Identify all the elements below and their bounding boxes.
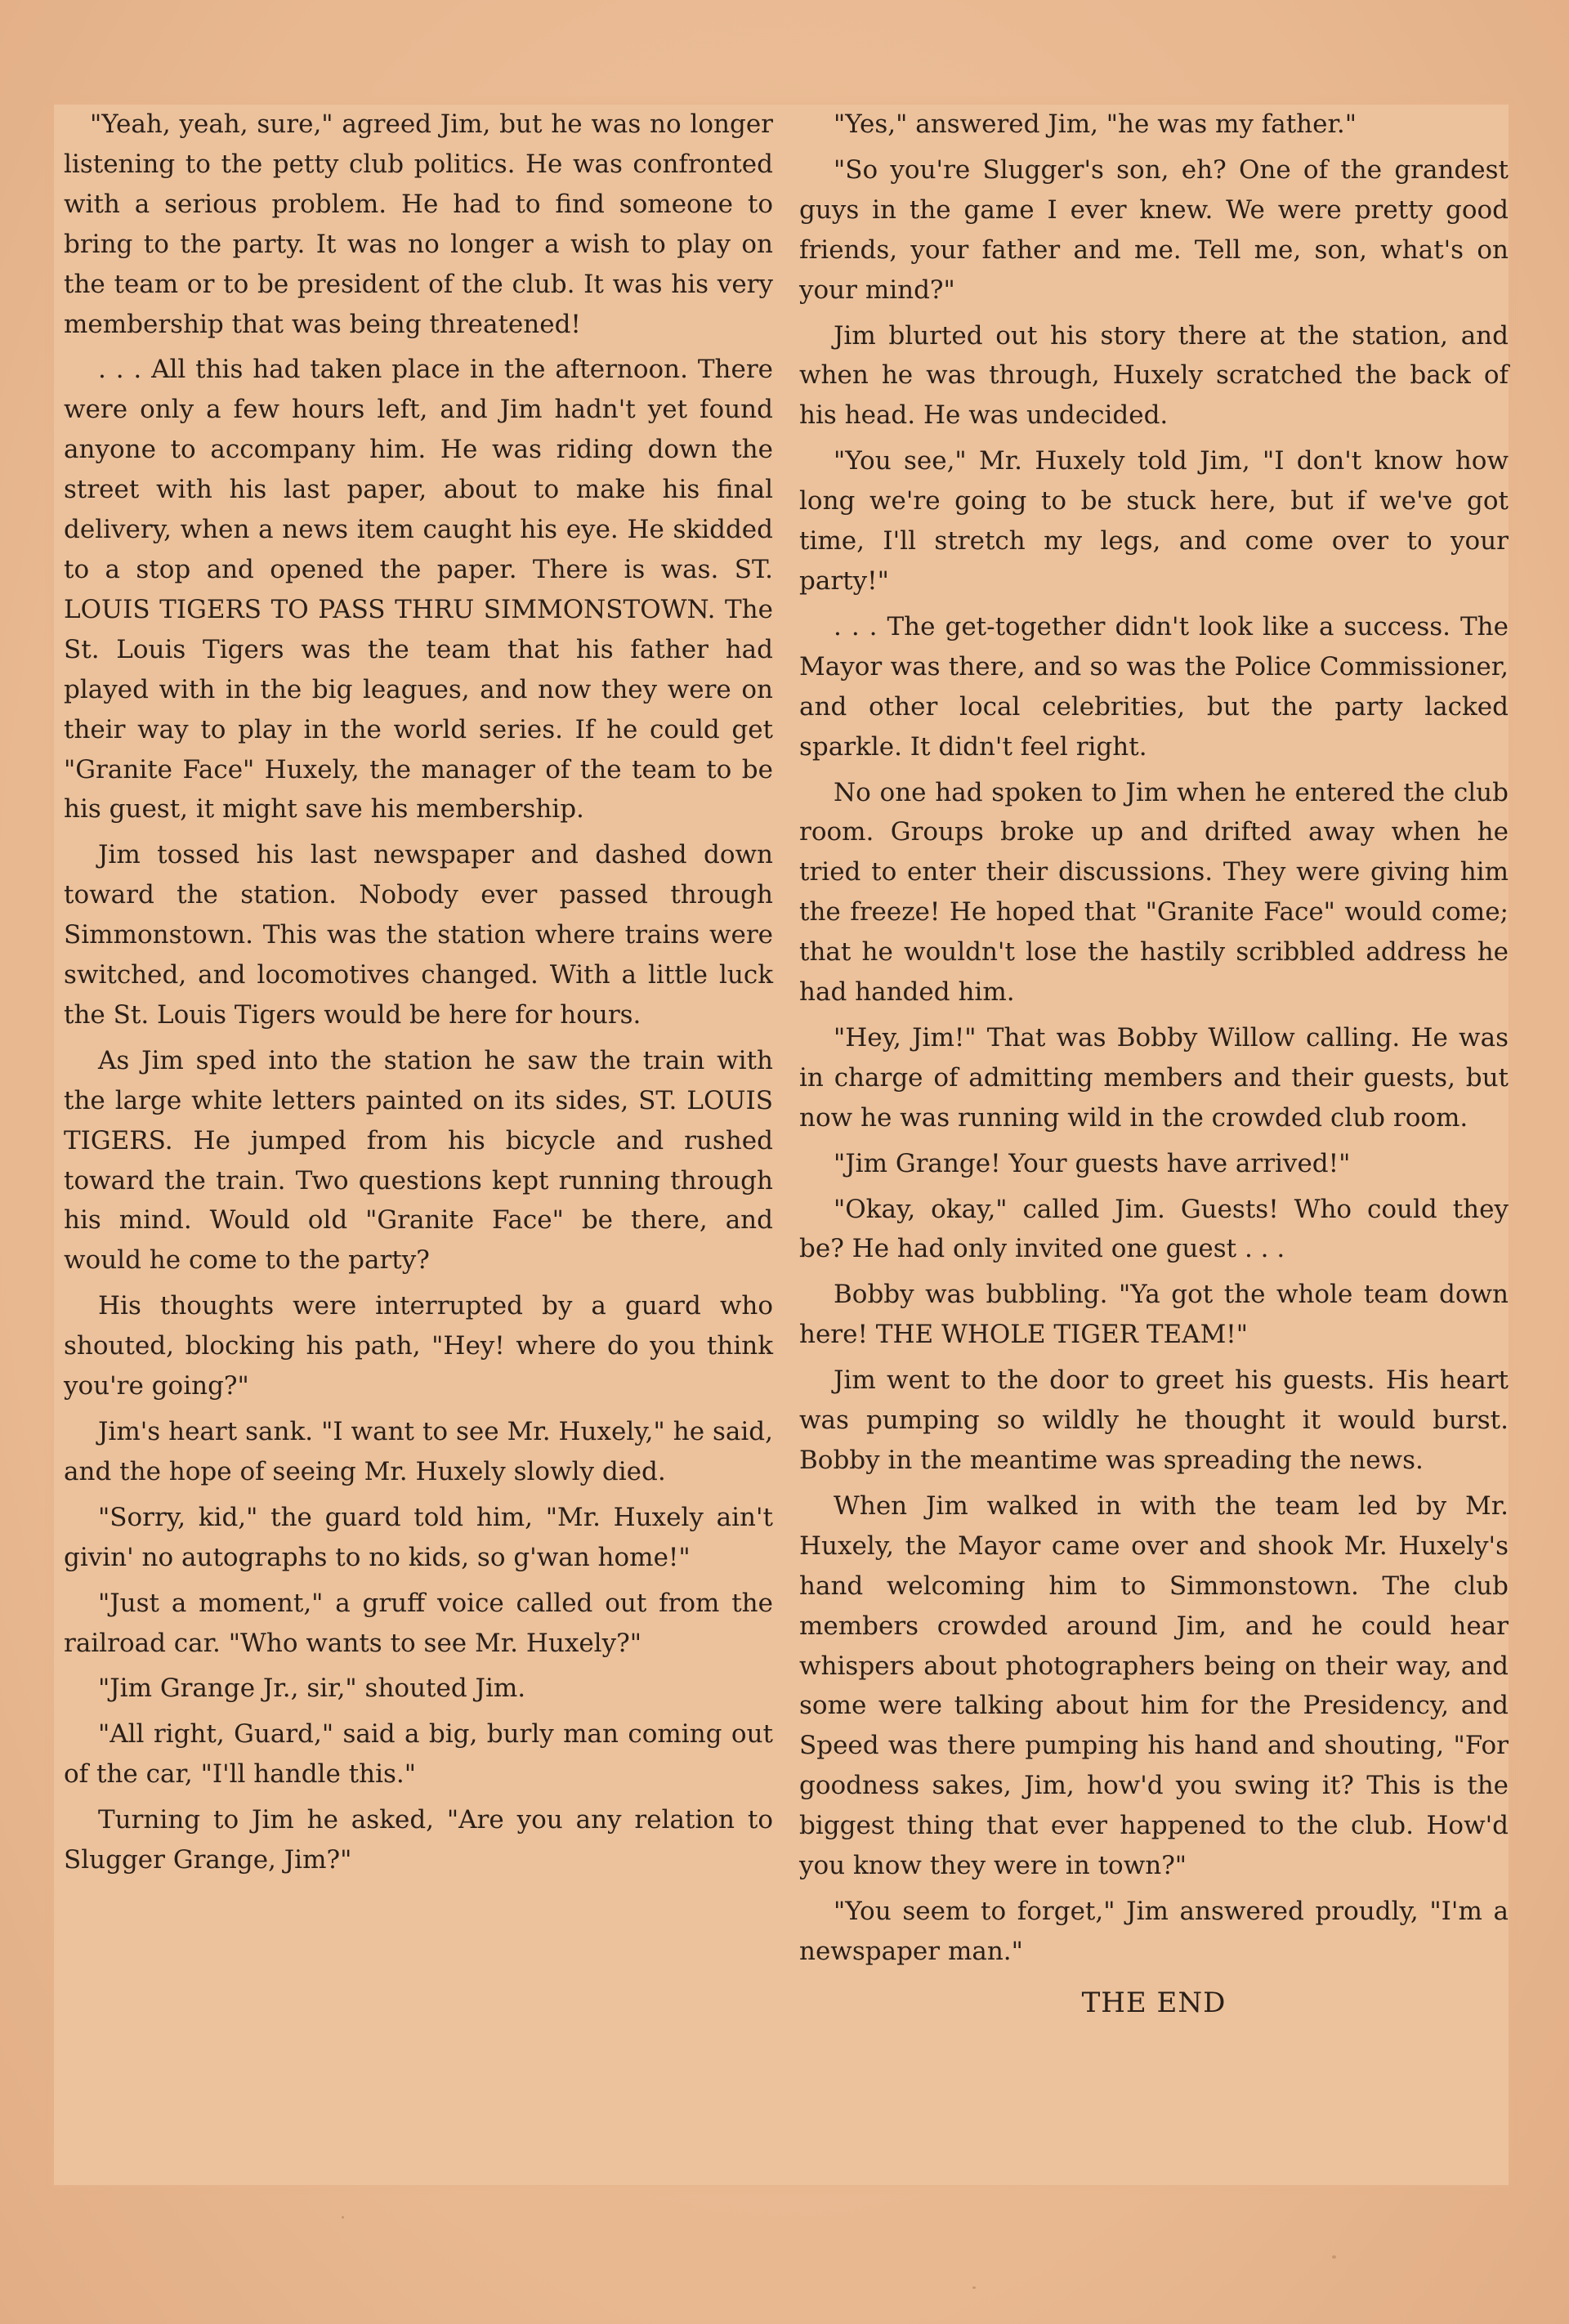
left-column [64,105,773,1886]
paragraph: "You seem to forget," Jim answered proudly, "I'm a newspaper man." [799,1896,1509,1966]
paragraph: Turning to Jim he asked, "Are you any relation to Slugger Grange, Jim?" [64,1805,773,1875]
paragraph: "Yes," answered Jim, "he was my father." [834,109,1357,139]
paragraph: As Jim sped into the station he saw the train with the large white letters painted on its sides, ST. LOUIS TIGERS. He jumped from his bicycle and rushed toward the train. Two questions kept running through his mind. Would old "Granite Face" be there, and would he come to the party? [64,1045,773,1276]
paragraph: Jim tossed his last newspaper and dashed down toward the station. Nobody ever passed through Simmonstown. This was the station where trains were switched, and locomotives changed. With a little luck the St. Louis Tigers would be here for hours. [64,840,773,1030]
paragraph: "All right, Guard," said a big, burly man coming out of the car, "I'll handle this." [64,1719,773,1790]
paragraph: "You see," Mr. Huxely told Jim, "I don't know how long we're going to be stuck here, but if we've got time, I'll stretch my legs, and come over to your party!" [799,446,1509,596]
paragraph: No one had spoken to Jim when he entered the club room. Groups broke up and drifted away when he tried to enter their discussions. They were giving him the freeze! He hoped that "Granite Face" would come; that he wouldn't lose the hastily scribbled address he had handed him. [799,777,1509,1008]
paragraph: . . . All this had taken place in the afternoon. There were only a few hours left, and Jim hadn't yet found anyone to accompany him. He was riding down the street with his last paper, about to make his final delivery, when a news item caught his eye. He skidded to a stop and opened the paper. There is was. ST. LOUIS TIGERS TO PASS THRU SIMMONSTOWN. The St. Louis Tigers was the team that his father had played with in the big leagues, and now they were on their way to play in the world series. If he could get "Granite Face" Huxely, the manager of the team to be his guest, it might save his membership. [64,355,773,825]
paragraph: Bobby was bubbling. "Ya got the whole team down here! THE WHOLE TIGER TEAM!" [799,1280,1509,1350]
paragraph: When Jim walked in with the team led by Mr. Huxely, the Mayor came over and shook Mr. Huxely's hand welcoming him to Simmonstown. The club members crowded around Jim, and he could hear whispers about photographers being on their way, and some were talking about him for the Presidency, and Speed was there pumping his hand and shouting, "For goodness sakes, Jim, how'd you swing it? This is the biggest thing that ever happened to the club. How'd you know they were in town?" [799,1490,1509,1881]
paper-speck [1332,2255,1336,2259]
paragraph: "Yeah, yeah, sure," agreed Jim, but he was no longer listening to the petty club politics. He was confronted with a serious problem. He had to find someone to bring to the party. It was no longer a wish to play on the team or to be president of the club. It was his very membership that was being threatened! [64,109,773,339]
paragraph: Jim blurted out his story there at the station, and when he was through, Huxely scratched the back of his head. He was undecided. [799,320,1509,431]
paper-speck [342,2216,344,2219]
paragraph: Jim went to the door to greet his guests. His heart was pumping so wildly he thought it would burst. Bobby in the meantime was spreading the news. [799,1365,1509,1475]
paragraph: "Hey, Jim!" That was Bobby Willow calling. He was in charge of admitting members and their guests, but now he was running wild in the crowded club room. [799,1022,1509,1133]
paragraph: "Okay, okay," called Jim. Guests! Who could they be? He had only invited one guest . . . [799,1194,1509,1264]
the-end-label: THE END [1081,1986,1227,2019]
right-column [799,105,1509,2029]
paragraph: "Jim Grange! Your guests have arrived!" [834,1148,1351,1178]
paragraph: Jim's heart sank. "I want to see Mr. Huxely," he said, and the hope of seeing Mr. Huxely slowly died. [64,1417,773,1486]
paper-speck [972,2286,976,2289]
paragraph: "So you're Slugger's son, eh? One of the grandest guys in the game I ever knew. We were pretty good friends, your father and me. Tell me, son, what's on your mind?" [799,154,1509,305]
paragraph: . . . The get-together didn't look like a success. The Mayor was there, and so was the Police Commissioner, and other local celebrities, but the party lacked sparkle. It didn't feel right. [799,611,1509,762]
paragraph: His thoughts were interrupted by a guard who shouted, blocking his path, "Hey! where do you think you're going?" [64,1291,773,1401]
paragraph: "Just a moment," a gruff voice called out from the railroad car. "Who wants to see Mr. Huxely?" [64,1588,773,1658]
paragraph: "Sorry, kid," the guard told him, "Mr. Huxely ain't givin' no autographs to no kids, so g'wan home!" [64,1502,773,1572]
paragraph: "Jim Grange Jr., sir," shouted Jim. [98,1674,526,1704]
